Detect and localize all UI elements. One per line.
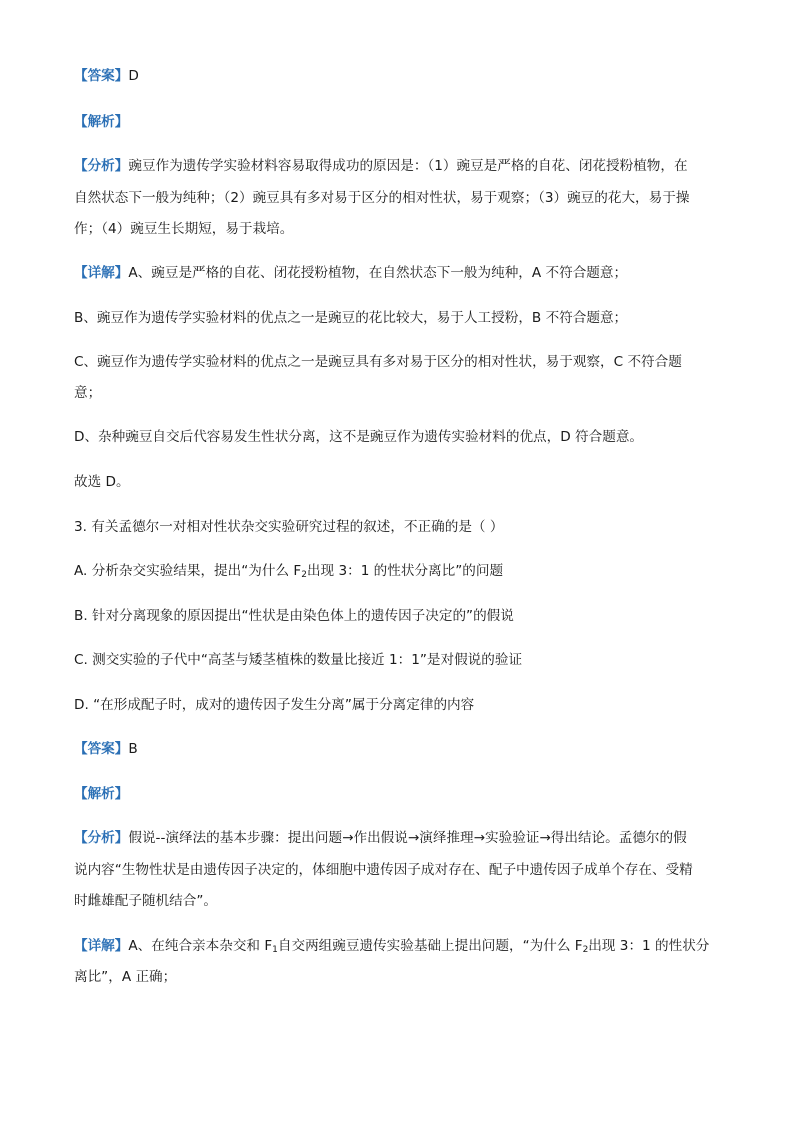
fenxi-line-1 (74, 156, 688, 176)
answer-line-1 (74, 66, 139, 86)
jiexi-tag: 【解析】 (74, 114, 129, 130)
answer-value: B (128, 741, 138, 757)
fenxi2-line-3: 时雌雄配子随机结合”。 (74, 893, 217, 909)
question-3-stem: 3. 有关孟德尔一对相对性状杂交实验研究过程的叙述，不正确的是（ ） (74, 519, 504, 535)
explain-option-b: B、豌豆作为遗传学实验材料的优点之一是豌豆的花比较大，易于人工授粉，B 不符合题意； (74, 310, 628, 326)
xiangjie2-line-2: 离比”，A 正确； (74, 969, 177, 985)
fenxi-text: 假说--演绎法的基本步骤：提出问题→作出假说→演绎推理→实验验证→得出结论。孟德尔的假 (128, 830, 687, 846)
conclusion: 故选 D。 (74, 474, 130, 490)
answer-value: D (128, 68, 139, 84)
question-3-option-d: D. “在形成配子时，成对的遗传因子发生分离”属于分离定律的内容 (74, 697, 475, 713)
fenxi-tag: 【分析】 (74, 830, 129, 846)
fenxi2-line-2: 说内容“生物性状是由遗传因子决定的，体细胞中遗传因子成对存在、配子中遗传因子成单个存在、受精 (74, 862, 693, 878)
question-3-option-a (74, 561, 503, 581)
question-3-option-c: C. 测交实验的子代中“高茎与矮茎植株的数量比接近 1：1”是对假说的验证 (74, 652, 523, 668)
xiangjie-tag: 【详解】 (74, 938, 129, 954)
xiangjie-line-1 (74, 263, 627, 283)
fenxi-tag: 【分析】 (74, 158, 129, 174)
jiexi-tag: 【解析】 (74, 786, 129, 802)
answer-line-2 (74, 739, 138, 759)
answer-tag: 【答案】 (74, 68, 129, 84)
fenxi2-line-1 (74, 828, 687, 848)
xiangjie-subscript-1: 1 (272, 945, 278, 955)
xiangjie-tag: 【详解】 (74, 265, 129, 281)
fenxi-text: 豌豆作为遗传学实验材料容易取得成功的原因是：（1）豌豆是严格的自花、闭花授粉植物，在 (128, 158, 688, 174)
explain-option-d: D、杂种豌豆自交后代容易发生性状分离，这不是豌豆作为遗传实验材料的优点，D 符合题意。 (74, 429, 644, 445)
xiangjie-text-pre: A、在纯合亲本杂交和 F (128, 938, 273, 954)
answer-tag: 【答案】 (74, 741, 129, 757)
xiangjie-subscript-2: 2 (582, 945, 589, 955)
xiangjie-text-post: 出现 3：1 的性状分 (588, 938, 710, 954)
xiangjie-text-mid: 自交两组豌豆遗传实验基础上提出问题，“为什么 F (277, 938, 583, 954)
analysis-heading-1 (74, 112, 128, 132)
explain-option-c-line-2: 意； (74, 385, 102, 401)
option-a-subscript: 2 (301, 570, 307, 580)
option-a-text-pre: A. 分析杂交实验结果，提出“为什么 F (74, 563, 302, 579)
fenxi-line-2: 自然状态下一般为纯种；（2）豌豆具有多对易于区分的相对性状，易于观察；（3）豌豆的花大，易于操 (74, 190, 690, 206)
option-a-text-post: 出现 3：1 的性状分离比”的问题 (306, 563, 504, 579)
xiangjie2-line-1 (74, 936, 709, 956)
analysis-heading-2 (74, 784, 128, 804)
explain-option-c-line-1: C、豌豆作为遗传学实验材料的优点之一是豌豆具有多对易于区分的相对性状，易于观察，C 不符合题 (74, 354, 682, 370)
xiangjie-text: A、豌豆是严格的自花、闭花授粉植物，在自然状态下一般为纯种，A 不符合题意； (128, 265, 628, 281)
fenxi-line-3: 作；（4）豌豆生长期短，易于栽培。 (74, 221, 294, 237)
question-3-option-b: B. 针对分离现象的原因提出“性状是由染色体上的遗传因子决定的”的假说 (74, 608, 514, 624)
